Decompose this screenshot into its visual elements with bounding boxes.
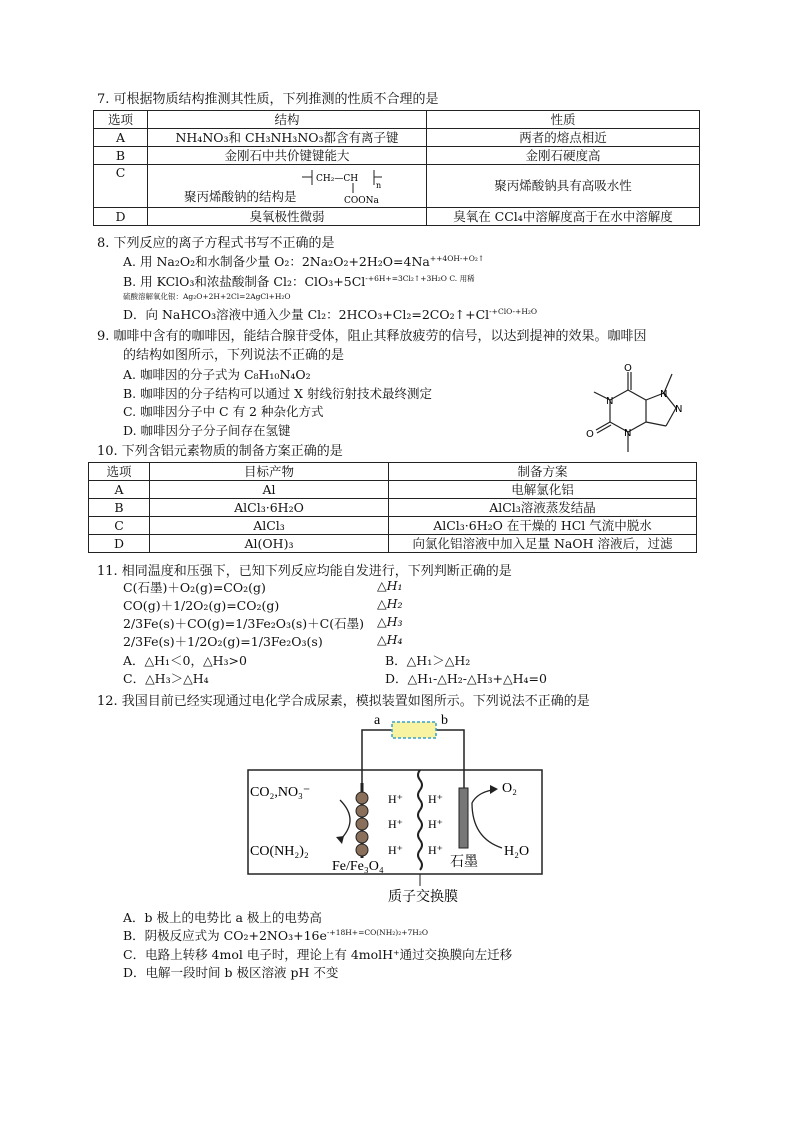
label-membrane: 质子交换膜 bbox=[388, 889, 458, 905]
caffeine-n-4: N bbox=[675, 404, 683, 415]
q11-reaction-4: 2/3Fe(s)＋1/2O₂(g)=1/3Fe₂O₃(s) bbox=[123, 634, 323, 649]
q9-option-b: B. 咖啡因的分子结构可以通过 X 射线衍射技术最终测定 bbox=[123, 386, 432, 401]
q10-row-d-plan: 向氯化铝溶液中加入足量 NaOH 溶液后，过滤 bbox=[389, 535, 697, 553]
q8-option-a bbox=[123, 252, 484, 270]
q7-row-b-structure: 金刚石中共价键键能大 bbox=[148, 147, 427, 165]
q10-row-c-product: AlCl₃ bbox=[150, 517, 389, 535]
q7-row-b-property: 金刚石硬度高 bbox=[427, 147, 700, 165]
q10-row-d-label: D bbox=[89, 535, 150, 553]
graphite-electrode bbox=[459, 788, 468, 848]
h-plus-4: H⁺ bbox=[428, 792, 443, 806]
h-plus-5: H⁺ bbox=[428, 817, 443, 831]
q10-row-c-plan: AlCl₃·6H₂O 在干燥的 HCl 气流中脱水 bbox=[389, 517, 697, 535]
q8-option-d-small: -+ClO-+H₂O bbox=[489, 307, 538, 316]
q11-dh-1: △H₁ bbox=[377, 578, 403, 593]
h-plus-6: H⁺ bbox=[428, 843, 443, 857]
label-urea: CO(NH₂)₂ bbox=[250, 844, 309, 859]
q10-row-c-label: C bbox=[89, 517, 150, 535]
q7-row-d-structure: 臭氧极性微弱 bbox=[148, 208, 427, 226]
proton-exchange-membrane bbox=[418, 770, 422, 870]
h-plus-3: H⁺ bbox=[388, 843, 403, 857]
q8-option-d-text: D．向 NaHCO₃溶液中通入少量 Cl₂：2HCO₃+Cl₂=2CO₂↑+Cl bbox=[123, 307, 490, 322]
label-co2-no3: CO₂,NO₃⁻ bbox=[250, 785, 311, 800]
h-plus-1: H⁺ bbox=[388, 792, 403, 806]
q11-option-b: B．△H₁＞△H₂ bbox=[385, 653, 471, 668]
q7-row-c-property: 聚丙烯酸钠具有高吸水性 bbox=[427, 165, 700, 208]
q7-table bbox=[93, 110, 700, 226]
q7-header-property: 性质 bbox=[427, 111, 700, 129]
q8-option-a-text: A. 用 Na₂O₂和水制备少量 O₂：2Na₂O₂+2H₂O=4Na bbox=[123, 254, 430, 269]
caffeine-n-1: N bbox=[606, 396, 614, 407]
label-a: a bbox=[374, 713, 381, 728]
polyacrylate-formula bbox=[298, 167, 418, 207]
fe-electrode bbox=[356, 783, 368, 858]
q11-reaction-3: 2/3Fe(s)＋CO(g)=1/3Fe₂O₃(s)＋C(石墨) bbox=[123, 616, 364, 631]
q10-header-option: 选项 bbox=[89, 463, 150, 481]
q12-option-d: D．电解一段时间 b 极区溶液 pH 不变 bbox=[123, 965, 339, 980]
q12-stem: 12. 我国目前已经实现通过电化学合成尿素，模拟装置如图所示。下列说法不正确的是 bbox=[97, 694, 590, 709]
caffeine-n-2: N bbox=[624, 428, 632, 439]
q11-dh-4: △H₄ bbox=[377, 632, 403, 647]
q7-row-d-property: 臭氧在 CCl₄中溶解度高于在水中溶解度 bbox=[427, 208, 700, 226]
q9-stem: 9. 咖啡中含有的咖啡因，能结合腺苷受体，阻止其释放疲劳的信号，以达到提神的效果。咖啡因 bbox=[97, 329, 647, 344]
q11-option-a: A．△H₁＜0，△H₃>0 bbox=[123, 653, 247, 668]
h-plus-2: H⁺ bbox=[388, 817, 403, 831]
formula-main: CH₂—CH bbox=[316, 174, 359, 184]
q10-row-b-plan: AlCl₃溶液蒸发结晶 bbox=[389, 499, 697, 517]
q8-option-d bbox=[123, 305, 537, 323]
q8-stem: 8. 下列反应的离子方程式书写不正确的是 bbox=[97, 236, 335, 251]
q12-option-b-small: -+18H+=CO(NH₂)₂+7H₂O bbox=[326, 928, 428, 937]
q7-row-c-structure bbox=[148, 165, 427, 208]
q11-option-c: C．△H₃＞△H₄ bbox=[123, 671, 209, 686]
q11-stem: 11. 相同温度和压强下，已知下列反应均能自发进行，下列判断正确的是 bbox=[97, 564, 512, 579]
q8-option-b bbox=[123, 272, 475, 290]
q9-option-a: A. 咖啡因的分子式为 C₈H₁₀N₄O₂ bbox=[123, 367, 311, 382]
label-o2: O₂ bbox=[502, 781, 517, 796]
q8-option-a-small: ++4OH-+O₂↑ bbox=[429, 254, 485, 263]
q7-header-option: 选项 bbox=[94, 111, 148, 129]
q9-stem-2: 的结构如图所示，下列说法不正确的是 bbox=[123, 348, 345, 363]
q11-dh-2: △H₂ bbox=[377, 596, 403, 611]
q10-row-b-label: B bbox=[89, 499, 150, 517]
caffeine-o-2: O bbox=[586, 429, 594, 440]
q10-header-plan: 制备方案 bbox=[389, 463, 697, 481]
formula-coona: COONa bbox=[344, 196, 379, 206]
q7-stem: 7. 可根据物质结构推测其性质，下列推测的性质不合理的是 bbox=[97, 92, 439, 107]
q10-row-a-product: Al bbox=[150, 481, 389, 499]
q7-row-b-label: B bbox=[94, 147, 148, 165]
q10-row-a-label: A bbox=[89, 481, 150, 499]
q12-option-b bbox=[123, 926, 428, 944]
q7-row-c-structure-text: 聚丙烯酸钠的结构是 bbox=[184, 189, 297, 204]
label-fe-fe3o4: Fe/Fe₃O₄ bbox=[332, 859, 384, 874]
q10-row-b-product: AlCl₃·6H₂O bbox=[150, 499, 389, 517]
q11-dh-3: △H₃ bbox=[377, 614, 403, 629]
q10-row-d-product: Al(OH)₃ bbox=[150, 535, 389, 553]
q10-row-a-plan: 电解氯化铝 bbox=[389, 481, 697, 499]
q8-option-b-small: -+6H+=3Cl₂↑+3H₂O C. 用稀 bbox=[365, 274, 475, 283]
q12-option-a: A．b 极上的电势比 a 极上的电势高 bbox=[123, 910, 322, 925]
q7-row-c-label: C bbox=[94, 165, 148, 208]
q11-option-d: D．△H₁-△H₂-△H₃+△H₄=0 bbox=[385, 671, 547, 686]
q12-option-c: C．电路上转移 4mol 电子时，理论上有 4molH⁺通过交换膜向左迁移 bbox=[123, 947, 513, 962]
q10-header-product: 目标产物 bbox=[150, 463, 389, 481]
caffeine-o-1: O bbox=[624, 363, 632, 374]
electrolysis-diagram bbox=[240, 708, 550, 908]
caffeine-structure bbox=[580, 360, 700, 460]
q11-reaction-2: CO(g)＋1/2O₂(g)=CO₂(g) bbox=[123, 598, 280, 613]
q9-option-d: D. 咖啡因分子分子间存在氢键 bbox=[123, 423, 291, 438]
q11-reaction-1: C(石墨)＋O₂(g)=CO₂(g) bbox=[123, 580, 266, 595]
q12-option-b-text: B．阴极反应式为 CO₂+2NO₃+16e bbox=[123, 928, 327, 943]
q9-option-c: C. 咖啡因分子中 C 有 2 种杂化方式 bbox=[123, 404, 324, 419]
q10-table bbox=[88, 462, 697, 553]
formula-n: n bbox=[376, 181, 382, 190]
q7-row-d-label: D bbox=[94, 208, 148, 226]
q7-row-a-structure: NH₄NO₃和 CH₃NH₃NO₃都含有离子键 bbox=[148, 129, 427, 147]
label-b: b bbox=[441, 713, 448, 728]
q7-header-structure: 结构 bbox=[148, 111, 427, 129]
q8-option-c: 硫酸溶解氧化银：Ag₂O+2H+2Cl=2AgCl+H₂O bbox=[123, 292, 291, 301]
q7-row-a-label: A bbox=[94, 129, 148, 147]
power-source bbox=[392, 722, 436, 738]
q8-option-b-text: B. 用 KClO₃和浓盐酸制备 Cl₂：ClO₃+5Cl bbox=[123, 274, 366, 289]
label-h2o: H₂O bbox=[504, 844, 530, 859]
caffeine-n-3: N bbox=[660, 389, 668, 400]
q7-row-a-property: 两者的熔点相近 bbox=[427, 129, 700, 147]
label-graphite: 石墨 bbox=[450, 854, 478, 870]
q10-stem: 10. 下列含铝元素物质的制备方案正确的是 bbox=[97, 444, 343, 459]
